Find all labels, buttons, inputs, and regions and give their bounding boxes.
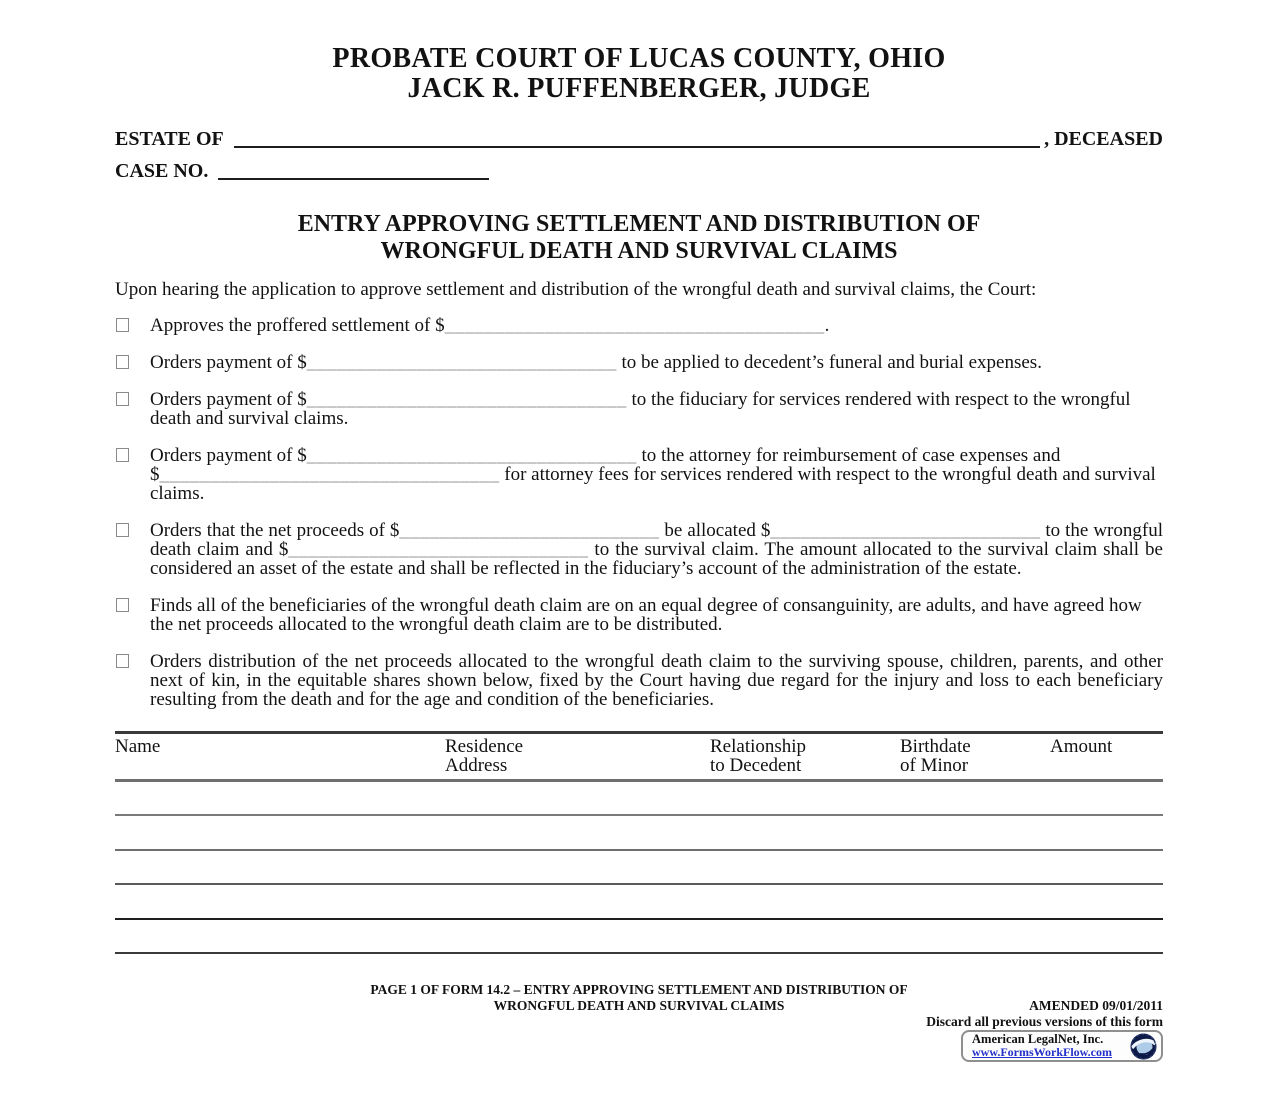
legalnet-stamp <box>961 1030 1163 1062</box>
checklist-item <box>115 316 1163 335</box>
table-row[interactable] <box>115 816 1163 851</box>
form-title-line2: WRONGFUL DEATH AND SURVIVAL CLAIMS <box>380 238 898 264</box>
checklist-item-text <box>150 353 1163 372</box>
fill-in-blank[interactable]: ________________________________ <box>306 388 627 410</box>
beneficiary-table-body <box>115 782 1163 955</box>
court-name: PROBATE COURT OF LUCAS COUNTY, OHIO <box>332 43 946 74</box>
checklist-item <box>115 390 1163 428</box>
checklist-item-text <box>150 652 1163 709</box>
form-title <box>115 211 1163 265</box>
case-row <box>115 160 1163 183</box>
fill-in-blank[interactable]: __________________________ <box>399 519 660 541</box>
item-text-segment: to the fiduciary for services rendered with respect to the wrongful death and survival claims. <box>150 388 1131 429</box>
item-checkbox[interactable] <box>116 392 129 406</box>
checklist-item-text <box>150 390 1163 428</box>
item-text-segment: be allocated $ <box>659 519 771 541</box>
item-text-segment: for attorney fees for services rendered with respect to the wrongful death and survival claims. <box>150 463 1156 504</box>
estate-of-label: ESTATE OF <box>115 128 224 150</box>
item-text-segment: Finds all of the beneficiaries of the wrongful death claim are on an equal degree of consanguinity, are adults, and have agreed how the net proceeds allocated to the wrongful death claim are to be distributed. <box>150 594 1142 635</box>
judge-name: JACK R. PUFFENBERGER, JUDGE <box>407 73 871 104</box>
form-reference-line1: PAGE 1 OF FORM 14.2 – ENTRY APPROVING SETTLEMENT AND DISTRIBUTION OF <box>370 982 908 997</box>
checklist-item <box>115 521 1163 578</box>
item-checkbox[interactable] <box>116 523 129 537</box>
item-text-segment: Orders payment of $ <box>150 444 307 466</box>
table-row[interactable] <box>115 920 1163 955</box>
table-row[interactable] <box>115 885 1163 920</box>
legalnet-link[interactable]: www.FormsWorkFlow.com <box>972 1045 1112 1059</box>
item-text-segment: to be applied to decedent’s funeral and burial expenses. <box>616 351 1042 373</box>
item-text-segment: Orders distribution of the net proceeds allocated to the wrongful death claim to the surviving spouse, children, parents, and other next of kin, in the equitable shares shown below, fixed by the Court having due regard for the injury and loss to each beneficiary resulting from the death and for the age and condition of the beneficiaries. <box>150 650 1163 710</box>
table-row[interactable] <box>115 782 1163 817</box>
item-text-segment: to the attorney for reimbursement of case expenses and $ <box>150 444 1061 485</box>
estate-row <box>115 128 1163 151</box>
column-name: Name <box>115 735 161 757</box>
item-checkbox[interactable] <box>116 448 129 462</box>
column-relationship: Relationship to Decedent <box>710 735 807 776</box>
checklist-item-text <box>150 521 1163 578</box>
fill-in-blank[interactable]: _________________________________ <box>306 444 637 466</box>
column-residence-address: Residence Address <box>445 735 524 776</box>
item-text-segment: Orders payment of $ <box>150 388 307 410</box>
fill-in-blank[interactable]: __________________________________ <box>159 463 500 485</box>
beneficiary-table <box>115 731 1163 955</box>
item-checkbox[interactable] <box>116 355 129 369</box>
globe-logo-icon <box>1130 1033 1157 1060</box>
checklist-item <box>115 652 1163 709</box>
table-row[interactable] <box>115 851 1163 886</box>
fill-in-blank[interactable]: ______________________________ <box>288 538 589 560</box>
item-checkbox[interactable] <box>116 598 129 612</box>
item-text-segment: to the survival claim. The amount allocated to the survival claim shall be considered an asset of the estate and shall be reflected in the fiduciary’s account of the administration of the estate. <box>150 538 1163 579</box>
estate-name-blank[interactable] <box>234 144 1040 148</box>
form-title-line1: ENTRY APPROVING SETTLEMENT AND DISTRIBUTION OF <box>297 211 981 237</box>
item-text-segment: . <box>824 314 830 336</box>
column-amount: Amount <box>1050 735 1113 757</box>
fill-in-blank[interactable]: ______________________________________ <box>444 314 825 336</box>
case-no-label: CASE NO. <box>115 160 209 182</box>
form-reference-line2: WRONGFUL DEATH AND SURVIVAL CLAIMS <box>493 998 785 1013</box>
checklist-item-text <box>150 446 1163 503</box>
case-number-blank[interactable] <box>218 176 489 180</box>
amendment-note <box>926 998 1163 1030</box>
page-footer <box>115 982 1163 1059</box>
discard-note: Discard all previous versions of this form <box>926 1014 1163 1029</box>
item-text-segment: Orders payment of $ <box>150 351 307 373</box>
checklist-item <box>115 353 1163 372</box>
checklist <box>115 316 1163 709</box>
item-checkbox[interactable] <box>116 654 129 668</box>
column-birthdate: Birthdate of Minor <box>900 735 971 776</box>
legalnet-company: American LegalNet, Inc. <box>972 1032 1104 1046</box>
item-text-segment: Approves the proffered settlement of $ <box>150 314 445 336</box>
item-text-segment: Orders that the net proceeds of $ <box>150 519 400 541</box>
beneficiary-table-header <box>115 731 1163 782</box>
checklist-item <box>115 446 1163 503</box>
fill-in-blank[interactable]: ___________________________ <box>770 519 1041 541</box>
item-text-segment: to the wrongful death claim and $ <box>150 519 1163 560</box>
checklist-item-text <box>150 596 1163 634</box>
intro-paragraph: Upon hearing the application to approve settlement and distribution of the wrongful death and survival claims, the Court: <box>115 279 1037 300</box>
court-header <box>115 44 1163 104</box>
deceased-label: , DECEASED <box>1044 128 1163 150</box>
fill-in-blank[interactable]: _______________________________ <box>306 351 617 373</box>
amended-date: AMENDED 09/01/2011 <box>1029 998 1163 1013</box>
item-checkbox[interactable] <box>116 318 129 332</box>
checklist-item <box>115 596 1163 634</box>
checklist-item-text <box>150 316 1163 335</box>
